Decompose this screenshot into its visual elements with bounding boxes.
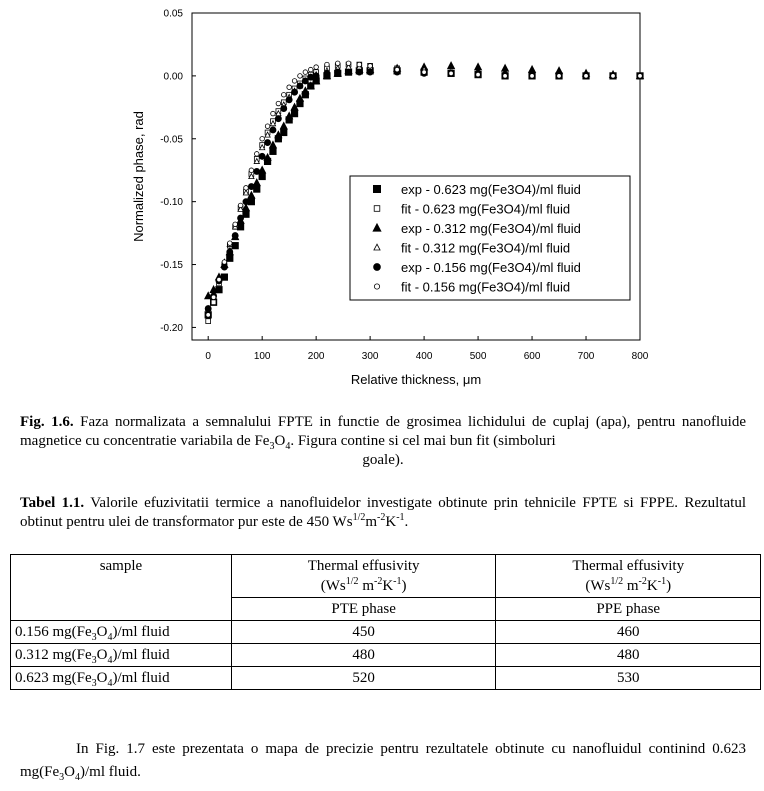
x-tick-label: 300 <box>361 351 379 362</box>
legend-entry: fit - 0.156 mg(Fe3O4)/ml fluid <box>401 279 571 295</box>
effusivity-table <box>10 554 761 690</box>
data-point-series-5 <box>345 69 351 75</box>
data-point-series-6 <box>584 74 589 79</box>
data-point-series-6 <box>233 222 238 227</box>
data-point-series-6 <box>557 74 562 79</box>
unit-sup: -2 <box>377 512 386 523</box>
chem-sub: 3 <box>269 441 275 452</box>
data-point-series-5 <box>232 233 238 239</box>
figure-caption <box>20 413 746 470</box>
data-point-series-6 <box>298 74 303 79</box>
header-sample: sample <box>11 555 232 621</box>
chem-sub: 4 <box>75 772 81 783</box>
x-axis-label: Relative thickness, μm <box>350 372 482 387</box>
legend-marker <box>374 264 381 271</box>
data-point-series-6 <box>611 74 616 79</box>
paragraph-text: )/ml fluid. <box>80 764 141 780</box>
sample-text: 0.156 mg(Fe <box>15 624 92 640</box>
x-tick-label: 500 <box>469 351 487 362</box>
unit-text: ) <box>666 578 672 594</box>
data-point-series-5 <box>335 69 341 75</box>
chem-sub: 3 <box>91 655 97 666</box>
data-point-series-5 <box>238 215 244 221</box>
chem-sub: 4 <box>107 655 113 666</box>
x-tick-label: 800 <box>631 351 649 362</box>
header-ppe-phase: PPE phase <box>496 598 761 621</box>
unit-text: m <box>365 514 378 530</box>
sample-text: )/ml fluid <box>112 647 170 663</box>
col1-title: Thermal effusivity <box>307 558 420 574</box>
unit-sup: -2 <box>373 576 383 587</box>
data-point-series-6 <box>211 295 216 300</box>
data-point-series-5 <box>248 184 254 190</box>
y-tick-label: -0.20 <box>160 322 183 334</box>
chem-fe: Fe <box>254 433 270 449</box>
data-point-series-5 <box>243 199 249 205</box>
data-point-series-5 <box>292 89 298 95</box>
chem-sub: 4 <box>107 678 113 689</box>
table-caption-text: Valorile efuzivitatii termice a nanofluidelor investigate obtinute prin tehnicile FPTE si FPPE. Rezultatul obtinut pentru ulei de transformator pur este de 450 Ws <box>20 495 746 530</box>
chem-o: O <box>274 433 286 449</box>
data-point-series-6 <box>249 168 254 173</box>
data-point-series-5 <box>302 78 308 84</box>
data-point-series-5 <box>324 70 330 76</box>
table-row <box>11 621 761 644</box>
data-point-series-6 <box>303 70 308 75</box>
unit-text: . <box>404 514 409 530</box>
table-caption <box>20 494 746 532</box>
data-point-series-5 <box>265 140 271 146</box>
data-point-series-5 <box>313 73 319 79</box>
legend-marker <box>374 206 380 212</box>
data-point-series-6 <box>503 74 508 79</box>
unit-sup: -2 <box>638 576 647 587</box>
chem-sub: 3 <box>91 632 97 643</box>
data-point-series-5 <box>221 264 227 270</box>
unit-sup: -1 <box>393 576 402 587</box>
data-point-series-2 <box>211 300 216 305</box>
header-col2 <box>496 555 761 598</box>
col2-title: Thermal effusivity <box>572 558 685 574</box>
data-point-series-6 <box>281 92 286 97</box>
unit-sup: 1/2 <box>352 512 366 523</box>
header-col1 <box>231 555 496 598</box>
data-point-series-1 <box>291 110 297 116</box>
data-point-series-6 <box>335 61 340 66</box>
x-tick-label: 400 <box>415 351 433 362</box>
legend-marker <box>374 284 379 289</box>
data-point-series-6 <box>346 61 351 66</box>
unit-text: K <box>646 578 658 594</box>
data-point-series-1 <box>243 211 249 217</box>
unit-sup: -1 <box>396 512 405 523</box>
row-pte-value: 520 <box>231 667 496 690</box>
data-point-series-5 <box>367 69 373 75</box>
unit-text: K <box>382 578 394 594</box>
data-point-series-5 <box>259 153 265 159</box>
data-point-series-6 <box>476 72 481 77</box>
legend-entry: fit - 0.312 mg(Fe3O4)/ml fluid <box>401 240 571 256</box>
data-point-series-6 <box>238 203 243 208</box>
data-point-series-1 <box>237 224 243 230</box>
unit-text: (Ws <box>585 578 611 594</box>
row-pte-value: 480 <box>231 644 496 667</box>
y-tick-label: -0.15 <box>160 260 183 272</box>
legend-entry: exp - 0.312 mg(Fe3O4)/ml fluid <box>401 221 581 236</box>
data-point-series-6 <box>357 62 362 67</box>
table-header-row <box>11 555 761 598</box>
data-point-series-6 <box>228 241 233 246</box>
data-point-series-6 <box>395 67 400 72</box>
unit-sup: 1/2 <box>610 576 624 587</box>
row-pte-value: 450 <box>231 621 496 644</box>
row-sample <box>11 621 232 644</box>
data-point-series-1 <box>281 129 287 135</box>
data-point-series-6 <box>222 260 227 265</box>
data-point-series-5 <box>286 97 292 103</box>
x-tick-label: 0 <box>205 351 211 362</box>
data-point-series-6 <box>638 74 643 79</box>
data-point-series-5 <box>254 168 260 174</box>
data-point-series-1 <box>227 255 233 261</box>
table-row <box>11 644 761 667</box>
row-ppe-value: 460 <box>496 621 761 644</box>
data-point-series-6 <box>530 74 535 79</box>
chem-sub: 4 <box>285 441 291 452</box>
y-tick-label: -0.05 <box>160 134 183 146</box>
sample-text: 0.312 mg(Fe <box>15 647 92 663</box>
data-point-series-6 <box>276 101 281 106</box>
unit-text: m <box>358 578 374 594</box>
unit-sup: -1 <box>657 576 667 587</box>
chem-sub: 3 <box>91 678 97 689</box>
data-point-series-6 <box>449 71 454 76</box>
data-point-series-6 <box>254 152 259 157</box>
sample-text: O <box>96 624 108 640</box>
data-point-series-5 <box>275 116 281 122</box>
y-tick-label: 0.00 <box>163 71 183 83</box>
data-point-series-6 <box>244 186 249 191</box>
legend-marker <box>373 185 380 192</box>
data-point-series-5 <box>270 127 276 133</box>
x-tick-label: 600 <box>523 351 541 362</box>
sample-text: O <box>96 670 108 686</box>
data-point-series-6 <box>314 65 319 70</box>
figure-caption-last-line: goale). <box>362 452 404 468</box>
unit-text: (Ws <box>320 578 346 594</box>
data-point-series-1 <box>259 173 265 179</box>
data-point-series-2 <box>206 319 211 324</box>
data-point-series-6 <box>271 111 276 116</box>
table-row <box>11 667 761 690</box>
header-pte-phase: PTE phase <box>231 598 496 621</box>
x-tick-label: 200 <box>307 351 325 362</box>
unit-sup: 1/2 <box>345 576 359 587</box>
y-axis-label: Normalized phase, rad <box>131 111 146 242</box>
data-point-series-6 <box>206 313 211 318</box>
data-point-series-6 <box>292 79 297 84</box>
data-point-series-6 <box>368 64 373 69</box>
legend-entry: exp - 0.156 mg(Fe3O4)/ml fluid <box>401 260 581 275</box>
data-point-series-6 <box>308 67 313 72</box>
data-point-series-6 <box>217 277 222 282</box>
paragraph-text: O <box>64 764 76 780</box>
sample-text: 0.623 mg(Fe <box>15 670 92 686</box>
sample-text: )/ml fluid <box>112 624 170 640</box>
chem-sub: 4 <box>107 632 113 643</box>
chem-sub: 3 <box>59 772 65 783</box>
figure-caption-text: Faza normalizata a semnalului FPTE in functie de grosimea lichidului de cuplaj (apa), pentru nanofluide magnetice cu concentratie variabila de <box>20 414 746 449</box>
paragraph-text: In Fig. 1.7 este prezentata o mapa de precizie pentru rezultatele obtinute cu nanofluidul continind 0.623 mg(Fe <box>20 741 746 780</box>
row-sample <box>11 644 232 667</box>
x-tick-label: 100 <box>253 351 271 362</box>
unit-text: ) <box>401 578 407 594</box>
row-sample <box>11 667 232 690</box>
unit-text: m <box>623 578 639 594</box>
figure-label: Fig. 1.6. <box>20 414 74 430</box>
sample-text: O <box>96 647 108 663</box>
y-tick-label: -0.10 <box>160 197 183 209</box>
data-point-series-5 <box>281 106 287 112</box>
data-point-series-6 <box>287 85 292 90</box>
data-point-series-6 <box>265 124 270 129</box>
row-ppe-value: 480 <box>496 644 761 667</box>
data-point-series-6 <box>422 70 427 75</box>
data-point-series-5 <box>356 69 362 75</box>
data-point-series-1 <box>232 242 238 248</box>
body-paragraph <box>20 738 746 784</box>
table-label: Tabel 1.1. <box>20 495 85 511</box>
data-point-series-6 <box>260 136 265 141</box>
y-tick-label: 0.05 <box>163 8 183 20</box>
data-point-series-5 <box>205 306 211 312</box>
legend-entry: fit - 0.623 mg(Fe3O4)/ml fluid <box>401 201 571 217</box>
data-point-series-5 <box>227 249 233 255</box>
unit-text: K <box>385 514 397 530</box>
data-point-series-5 <box>297 83 303 89</box>
data-point-series-1 <box>270 148 276 154</box>
row-ppe-value: 530 <box>496 667 761 690</box>
figure-caption-text-end: . Figura contine si cel mai bun fit (simboluri <box>290 433 556 449</box>
legend-entry: exp - 0.623 mg(Fe3O4)/ml fluid <box>401 182 581 197</box>
sample-text: )/ml fluid <box>112 670 170 686</box>
x-tick-label: 700 <box>577 351 595 362</box>
data-point-series-6 <box>325 62 330 67</box>
